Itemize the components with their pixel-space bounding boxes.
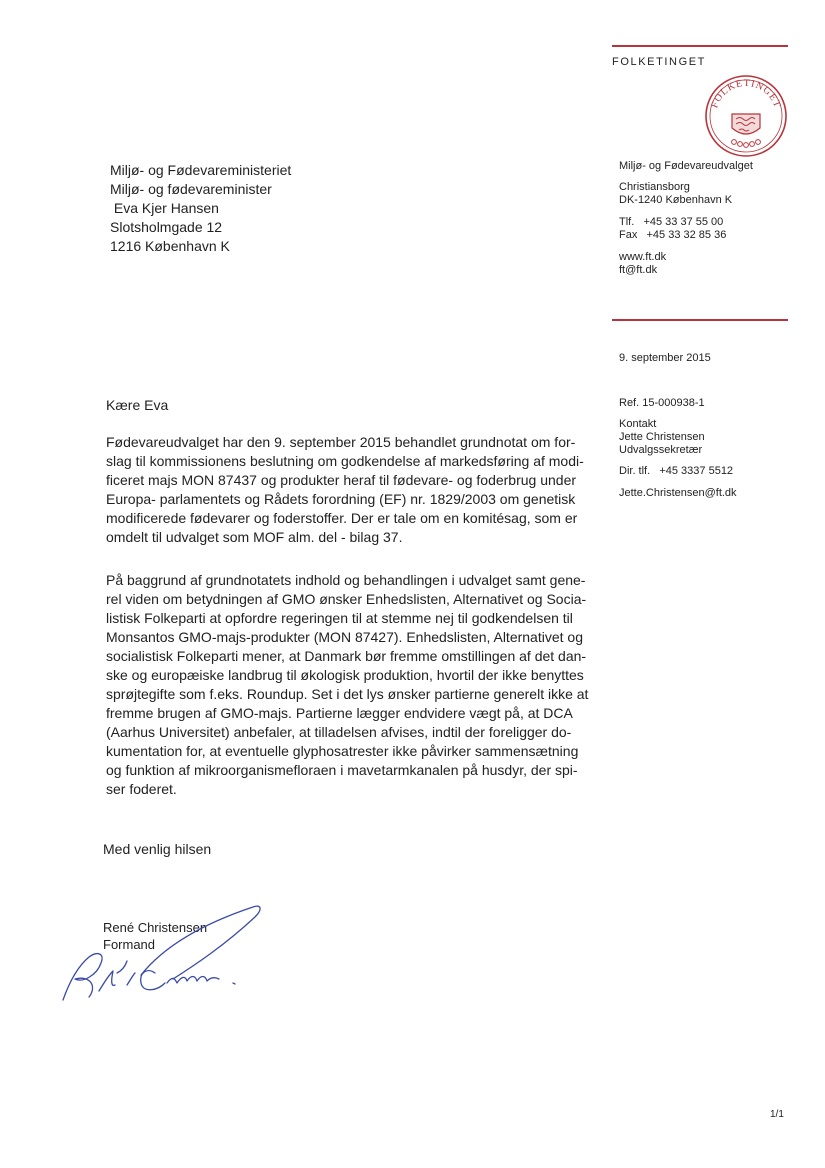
contact-direct-phone: Dir. tlf. +45 3337 5512	[619, 465, 734, 477]
sender-email-link[interactable]: ft@ft.dk	[619, 264, 658, 276]
body-line: ske og europæiske landbrug til økologisk produktion, hvortil der ikke benyttes	[106, 667, 584, 683]
contact-label: Kontakt	[619, 418, 657, 430]
contact-title: Udvalgssekretær	[619, 444, 703, 456]
folketinget-seal-icon	[704, 74, 788, 158]
recipient-address	[110, 161, 291, 256]
signer-name: René Christensen	[103, 920, 208, 935]
body-line: sprøjtegifte som f.eks. Roundup. Set i det lys ønsker partierne generelt ikke at	[106, 686, 589, 702]
body-line: ficeret majs MON 87437 og produkter heraf til fødevare- og foderbrug under	[106, 472, 577, 488]
recipient-line: Slotsholmgade 12	[110, 219, 223, 235]
sender-web-link[interactable]: www.ft.dk	[619, 251, 667, 263]
reference-number: Ref. 15-000938-1	[619, 397, 705, 409]
body-line: ser foderet.	[106, 781, 177, 797]
body-line: modificerede fødevarer og foderstoffer. Der er tale om en komitésag, som er	[106, 510, 578, 526]
sender-online	[619, 251, 666, 277]
closing: Med venlig hilsen	[103, 841, 212, 857]
body-line: socialistisk Folkeparti mener, at Danmark bør fremme omstillingen af det dan-	[106, 648, 587, 664]
body-line: og funktion af mikroorganismefloraen i mavetarmkanalen på husdyr, der spi-	[106, 762, 578, 778]
body-line: Fødevareudvalget har den 9. september 2015 behandlet grundnotat om for-	[106, 434, 576, 450]
recipient-line: Miljø- og Fødevareministeriet	[110, 162, 292, 178]
sender-address-line: DK-1240 København K	[619, 194, 733, 206]
sender-phone: Tlf. +45 33 37 55 00	[619, 216, 724, 228]
organization-name: FOLKETINGET	[612, 56, 706, 68]
body-line: listisk Folkeparti at opfordre regeringen til at stemme nej til godkendelsen til	[106, 610, 573, 626]
sender-address	[619, 181, 732, 207]
recipient-line: 1216 København K	[110, 238, 230, 254]
body-line: omdelt til udvalget som MOF alm. del - bilag 37.	[106, 529, 403, 545]
body-line: slag til kommissionens beslutning om godkendelse af markedsføring af modi-	[106, 453, 584, 469]
body-line: Monsantos GMO-majs-produkter (MON 87427). Enhedslisten, Alternativet og	[106, 629, 583, 645]
letter-date: 9. september 2015	[619, 352, 711, 364]
signer-title: Formand	[103, 937, 156, 952]
recipient-line: Miljø- og fødevareminister	[110, 181, 272, 197]
seal-text: FOLKETINGET	[709, 77, 783, 110]
contact-name: Jette Christensen	[619, 431, 705, 443]
sender-committee: Miljø- og Fødevareudvalget	[619, 160, 753, 172]
header-rule-top	[612, 45, 788, 47]
salutation: Kære Eva	[106, 397, 169, 413]
contact-block	[619, 418, 705, 457]
svg-text:FOLKETINGET	[709, 78, 783, 110]
sender-fax: Fax +45 33 32 85 36	[619, 229, 727, 241]
body-paragraph-2	[106, 571, 594, 799]
sender-address-line: Christiansborg	[619, 181, 690, 193]
sender-phones	[619, 216, 726, 242]
body-line: rel viden om betydningen af GMO ønsker Enhedslisten, Alternativet og Socia-	[106, 591, 587, 607]
body-line: Europa- parlamentets og Rådets forordning (EF) nr. 1829/2003 om genetisk	[106, 491, 576, 507]
body-paragraph-1	[106, 433, 594, 547]
page-number: 1/1	[770, 1109, 784, 1120]
handwritten-signature	[55, 895, 295, 1010]
body-line: (Aarhus Universitet) anbefaler, at tilladelsen afvises, indtil der foreligger do-	[106, 724, 572, 740]
recipient-line: Eva Kjer Hansen	[110, 200, 219, 216]
body-line: fremme brugen af GMO-majs. Partierne lægger endvidere vægt på, at DCA	[106, 705, 573, 721]
header-rule-bottom	[612, 319, 788, 321]
contact-email-link[interactable]: Jette.Christensen@ft.dk	[619, 487, 737, 499]
body-line: På baggrund af grundnotatets indhold og behandlingen i udvalget samt gene-	[106, 572, 586, 588]
body-line: kumentation for, at eventuelle glyphosatrester ikke påvirker sammensætning	[106, 743, 579, 759]
